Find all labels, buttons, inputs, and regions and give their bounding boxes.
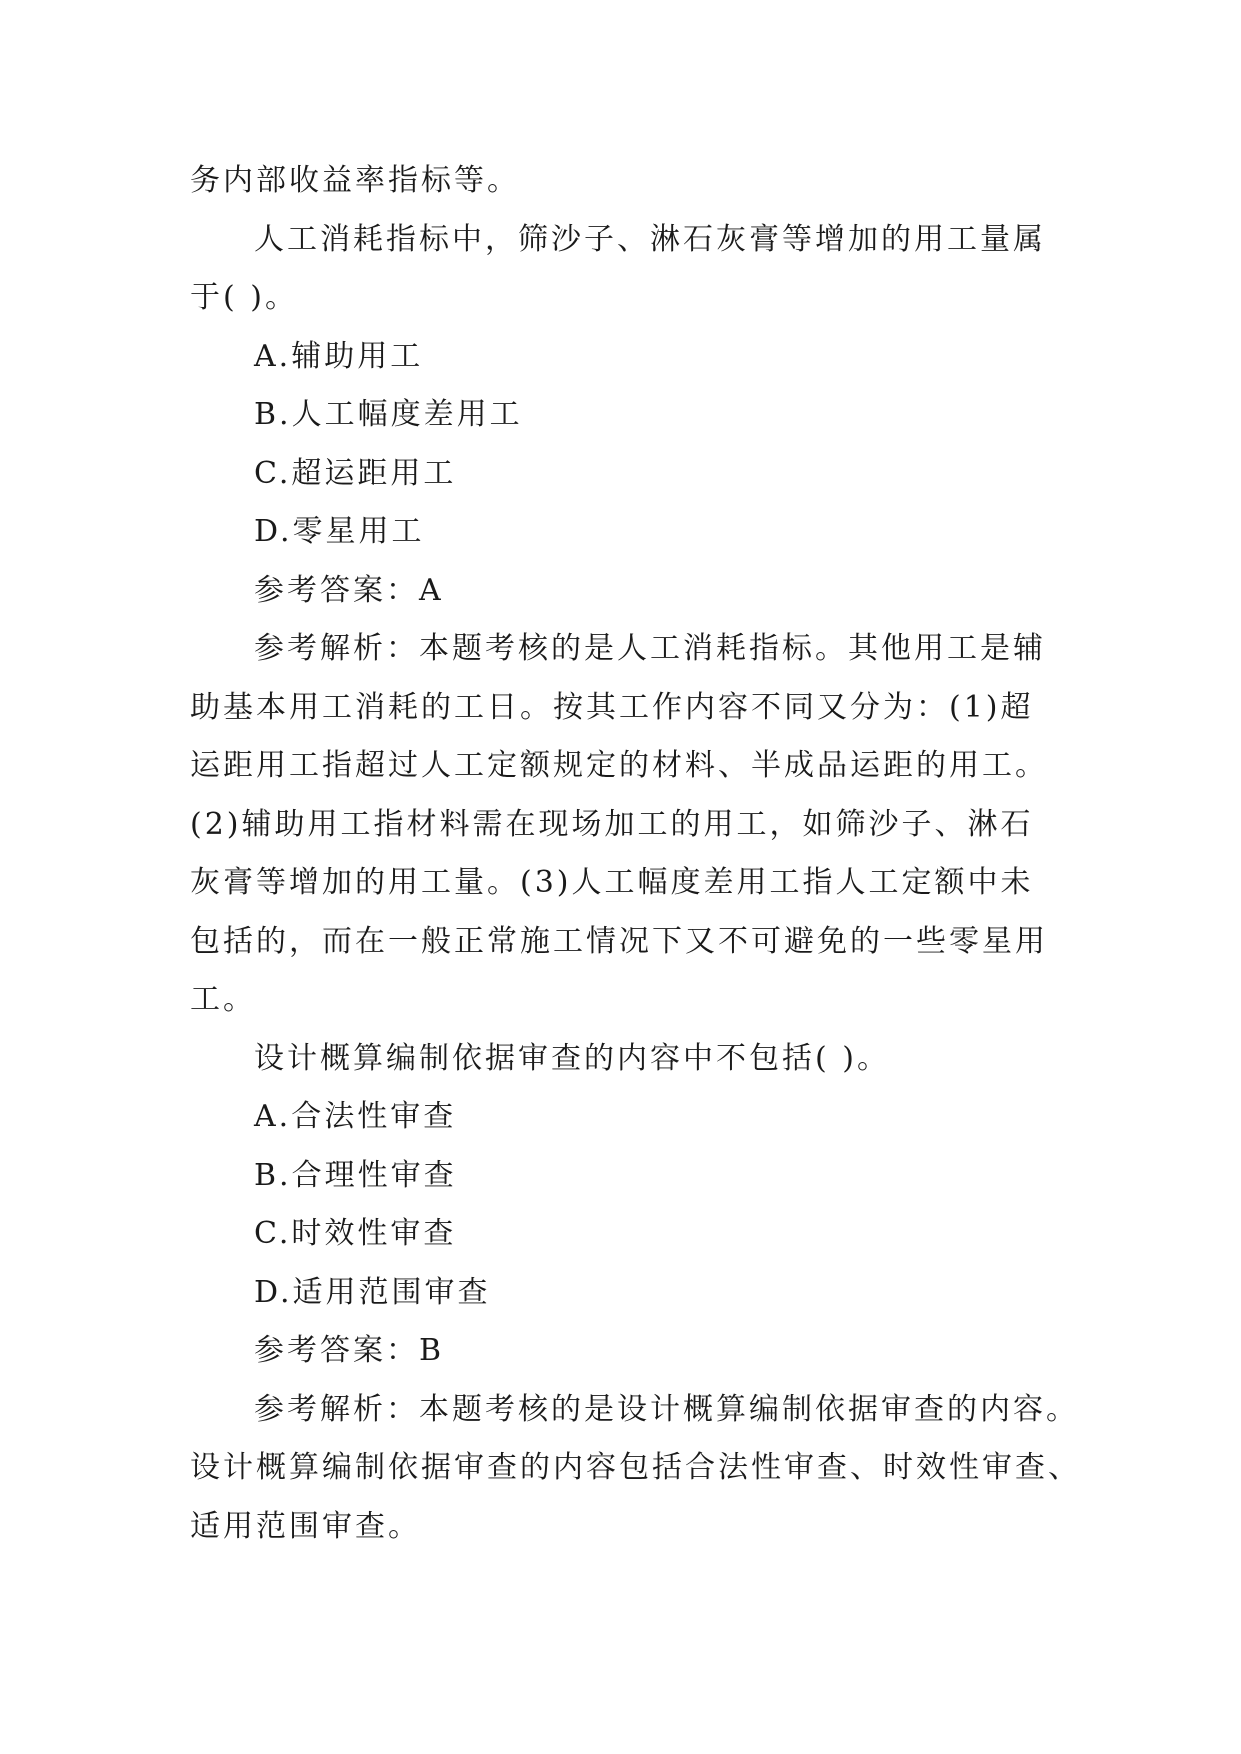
question-2-explanation-line-3: 适用范围审查。 [190, 1508, 421, 1544]
question-2-option-b: B.合理性审查 [254, 1157, 457, 1193]
question-1-option-d: D.零星用工 [254, 514, 425, 549]
question-2-option-d: D.适用范围审查 [254, 1274, 491, 1310]
question-2-answer: 参考答案：B [254, 1333, 445, 1368]
question-1-option-c: C.超运距用工 [254, 455, 457, 491]
question-1-explanation-line-2: 助基本用工消耗的工日。按其工作内容不同又分为：(1)超 [190, 689, 1034, 725]
question-2-option-c: C.时效性审查 [254, 1216, 457, 1251]
document-page [190, 152, 1081, 1556]
question-1-answer: 参考答案：A [254, 572, 444, 608]
question-2-explanation: 参考解析：本题考核的是设计概算编制依据审查的内容。 [254, 1391, 1079, 1427]
question-1-explanation-line-7: 工。 [190, 982, 256, 1017]
question-2-stem: 设计概算编制依据审查的内容中不包括( )。 [254, 1040, 890, 1076]
question-1-option-a: A.辅助用工 [254, 338, 424, 374]
question-1-explanation-line-5: 灰膏等增加的用工量。(3)人工幅度差用工指人工定额中未 [190, 865, 1034, 900]
question-1-option-b: B.人工幅度差用工 [254, 397, 523, 432]
question-1-stem: 人工消耗指标中，筛沙子、淋石灰膏等增加的用工量属 [254, 221, 1046, 257]
text-line-1: 务内部收益率指标等。 [190, 163, 520, 198]
question-1-explanation-line-6: 包括的，而在一般正常施工情况下又不可避免的一些零星用 [190, 923, 1048, 959]
question-2-option-a: A.合法性审查 [254, 1099, 457, 1134]
question-1-explanation: 参考解析：本题考核的是人工消耗指标。其他用工是辅 [254, 631, 1046, 666]
question-1-explanation-line-3: 运距用工指超过人工定额规定的材料、半成品运距的用工。 [190, 748, 1048, 783]
question-2-explanation-line-2: 设计概算编制依据审查的内容包括合法性审查、时效性审查、 [190, 1450, 1081, 1485]
question-1-explanation-line-4: (2)辅助用工指材料需在现场加工的用工，如筛沙子、淋石 [190, 806, 1034, 842]
question-1-stem-cont: 于( )。 [190, 280, 298, 315]
